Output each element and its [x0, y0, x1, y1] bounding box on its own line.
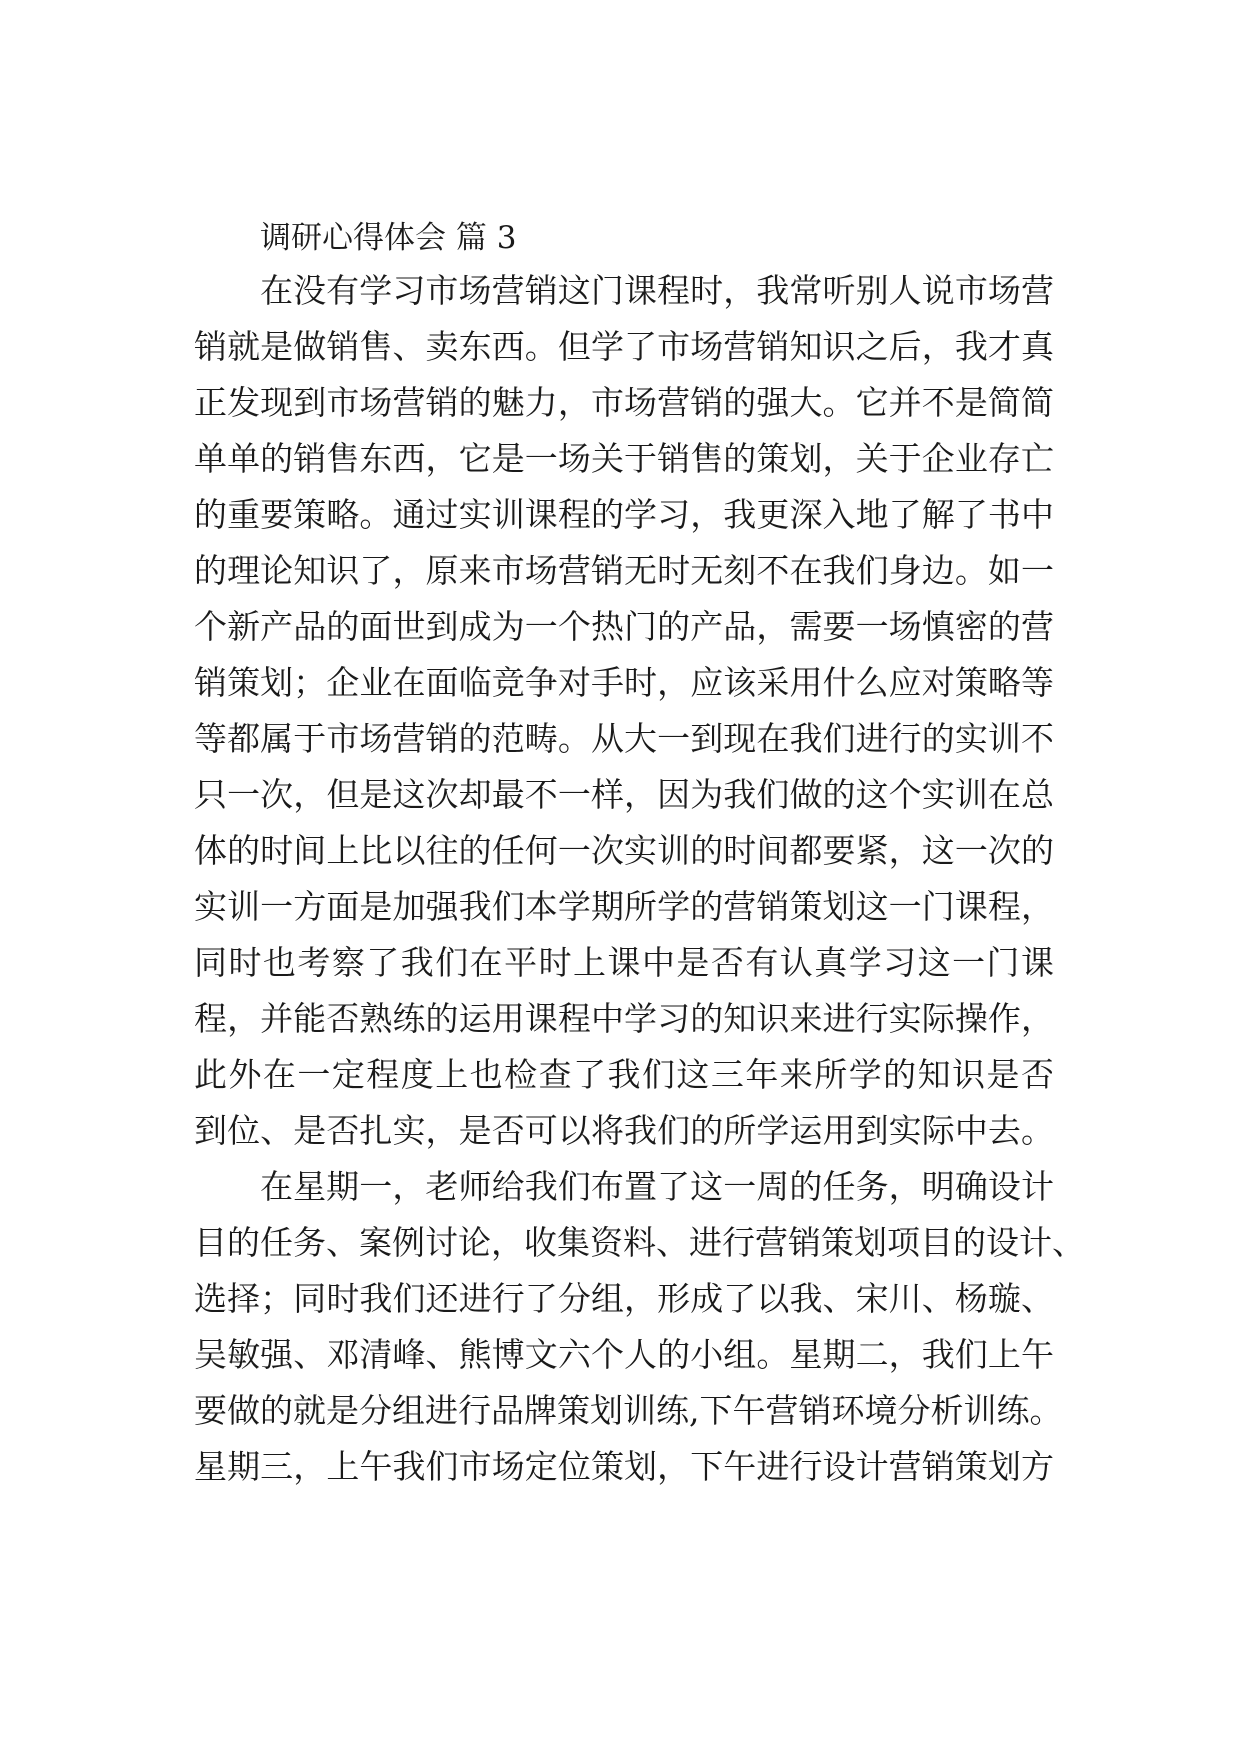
paragraph-line: 选择；同时我们还进行了分组，形成了以我、宋川、杨璇、 [194, 1279, 1054, 1318]
paragraph-line: 正发现到市场营销的魅力，市场营销的强大。它并不是简简 [194, 383, 1054, 422]
paragraph-line: 的重要策略。通过实训课程的学习，我更深入地了解了书中 [194, 495, 1054, 534]
document-title: 调研心得体会 篇 3 [260, 220, 517, 256]
paragraph-line: 的理论知识了，原来市场营销无时无刻不在我们身边。如一 [194, 551, 1054, 590]
paragraph-line: 单单的销售东西，它是一场关于销售的策划，关于企业存亡 [194, 439, 1054, 478]
paragraph-line: 等都属于市场营销的范畴。从大一到现在我们进行的实训不 [194, 719, 1054, 758]
paragraph-line: 同时也考察了我们在平时上课中是否有认真学习这一门课 [194, 943, 1054, 982]
paragraph-line: 销策划；企业在面临竞争对手时，应该采用什么应对策略等 [194, 663, 1054, 702]
paragraph-line: 实训一方面是加强我们本学期所学的营销策划这一门课程， [194, 887, 1054, 926]
paragraph-line: 到位、是否扎实，是否可以将我们的所学运用到实际中去。 [194, 1111, 1054, 1150]
paragraph-line: 星期三，上午我们市场定位策划，下午进行设计营销策划方 [194, 1447, 1054, 1486]
paragraph-line: 体的时间上比以往的任何一次实训的时间都要紧，这一次的 [194, 831, 1054, 870]
paragraph-line: 此外在一定程度上也检查了我们这三年来所学的知识是否 [194, 1055, 1054, 1094]
paragraph-line: 只一次，但是这次却最不一样，因为我们做的这个实训在总 [194, 775, 1054, 814]
paragraph-line: 在星期一，老师给我们布置了这一周的任务，明确设计 [260, 1167, 1054, 1206]
paragraph-line: 吴敏强、邓清峰、熊博文六个人的小组。星期二，我们上午 [194, 1335, 1054, 1374]
paragraph-line: 要做的就是分组进行品牌策划训练,下午营销环境分析训练。 [194, 1391, 1063, 1430]
paragraph-line: 在没有学习市场营销这门课程时，我常听别人说市场营 [260, 271, 1054, 310]
paragraph-line: 销就是做销售、卖东西。但学了市场营销知识之后，我才真 [194, 327, 1054, 366]
paragraph-line: 目的任务、案例讨论，收集资料、进行营销策划项目的设计、 [194, 1223, 1085, 1262]
paragraph-line: 个新产品的面世到成为一个热门的产品，需要一场慎密的营 [194, 607, 1054, 646]
paragraph-line: 程，并能否熟练的运用课程中学习的知识来进行实际操作， [194, 999, 1054, 1038]
